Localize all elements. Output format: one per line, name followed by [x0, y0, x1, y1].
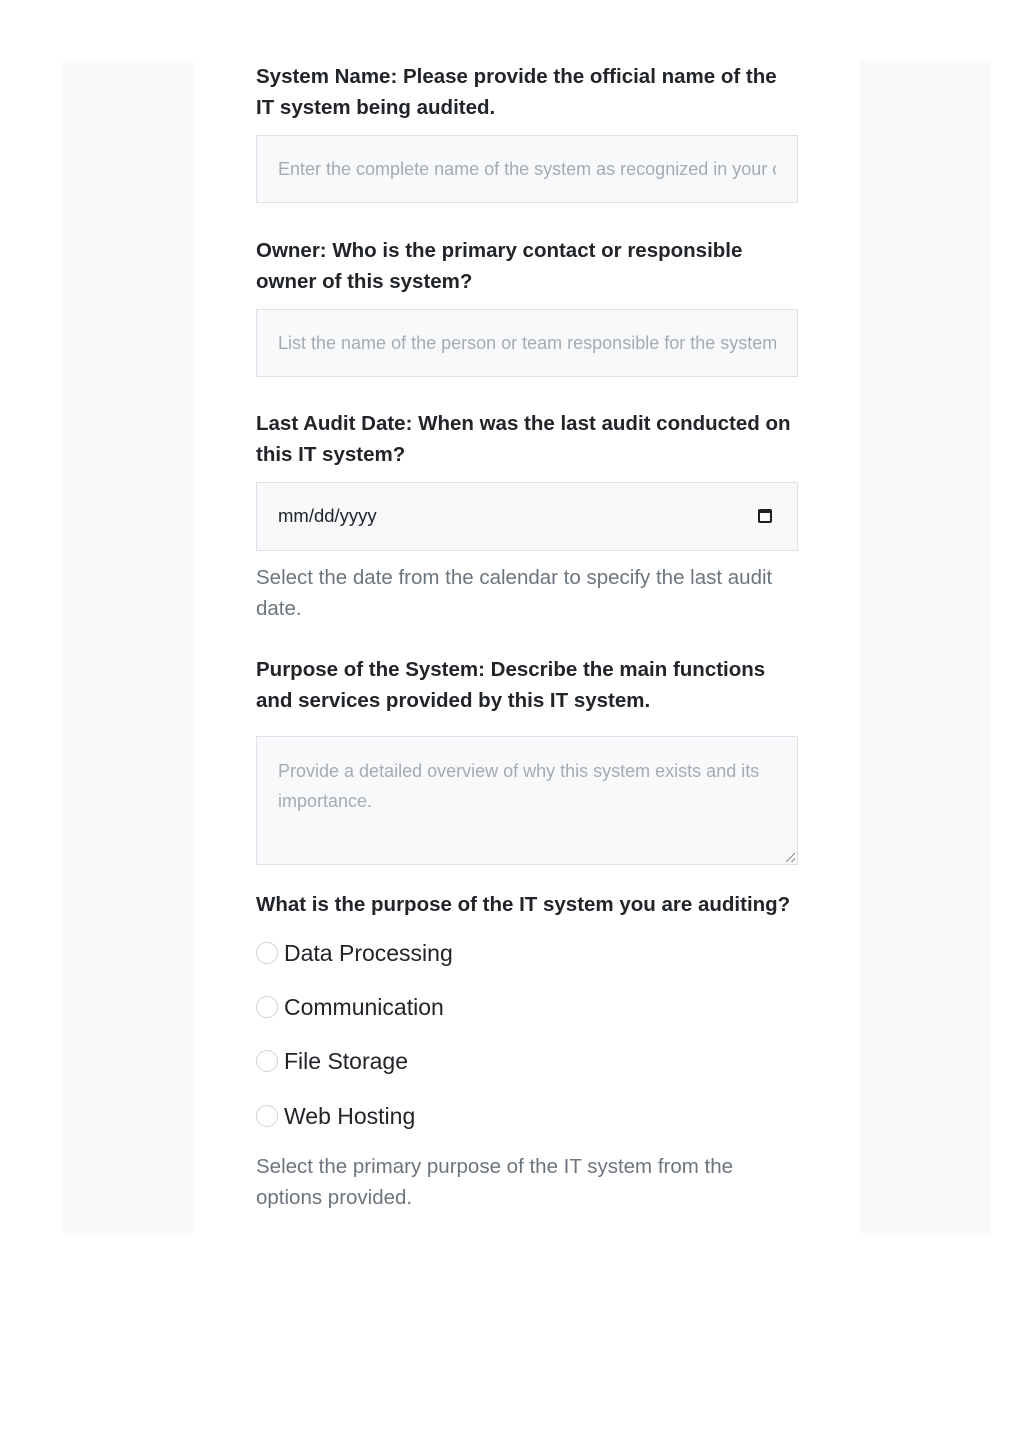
radio-button[interactable] [256, 1105, 278, 1127]
radio-option-file-storage[interactable] [256, 1046, 798, 1076]
purpose-choice-label: What is the purpose of the IT system you are auditing? [256, 893, 791, 916]
purpose-description-placeholder: Provide a detailed overview of why this system exists and its importance. [278, 761, 760, 811]
resize-handle-icon[interactable] [786, 853, 795, 862]
radio-button[interactable] [256, 996, 278, 1018]
system-name-label: System Name: Please provide the official name of the IT system being audited. [256, 65, 777, 119]
audit-form [256, 61, 798, 1213]
owner-input[interactable] [256, 309, 798, 377]
radio-button[interactable] [256, 1050, 278, 1072]
right-side-panel [860, 61, 991, 1233]
radio-label: File Storage [284, 1047, 409, 1074]
calendar-icon[interactable] [758, 509, 772, 523]
left-side-panel [62, 61, 193, 1233]
owner-label: Owner: Who is the primary contact or responsible owner of this system? [256, 239, 743, 293]
last-audit-date-help: Select the date from the calendar to specify the last audit date. [256, 566, 773, 620]
radio-button[interactable] [256, 942, 278, 964]
radio-label: Data Processing [284, 939, 453, 966]
purpose-description-label: Purpose of the System: Describe the main functions and services provided by this IT system. [256, 658, 766, 712]
date-format-text: mm/dd/yyyy [278, 505, 377, 526]
last-audit-date-input[interactable] [256, 482, 798, 551]
radio-label: Communication [284, 993, 444, 1020]
radio-label: Web Hosting [284, 1102, 416, 1129]
last-audit-date-label: Last Audit Date: When was the last audit conducted on this IT system? [256, 412, 791, 466]
radio-option-data-processing[interactable] [256, 938, 798, 968]
radio-option-communication[interactable] [256, 992, 798, 1022]
system-name-input[interactable] [256, 135, 798, 203]
purpose-description-textarea[interactable] [256, 736, 798, 865]
purpose-choice-help: Select the primary purpose of the IT system from the options provided. [256, 1155, 734, 1209]
radio-option-web-hosting[interactable] [256, 1101, 798, 1131]
